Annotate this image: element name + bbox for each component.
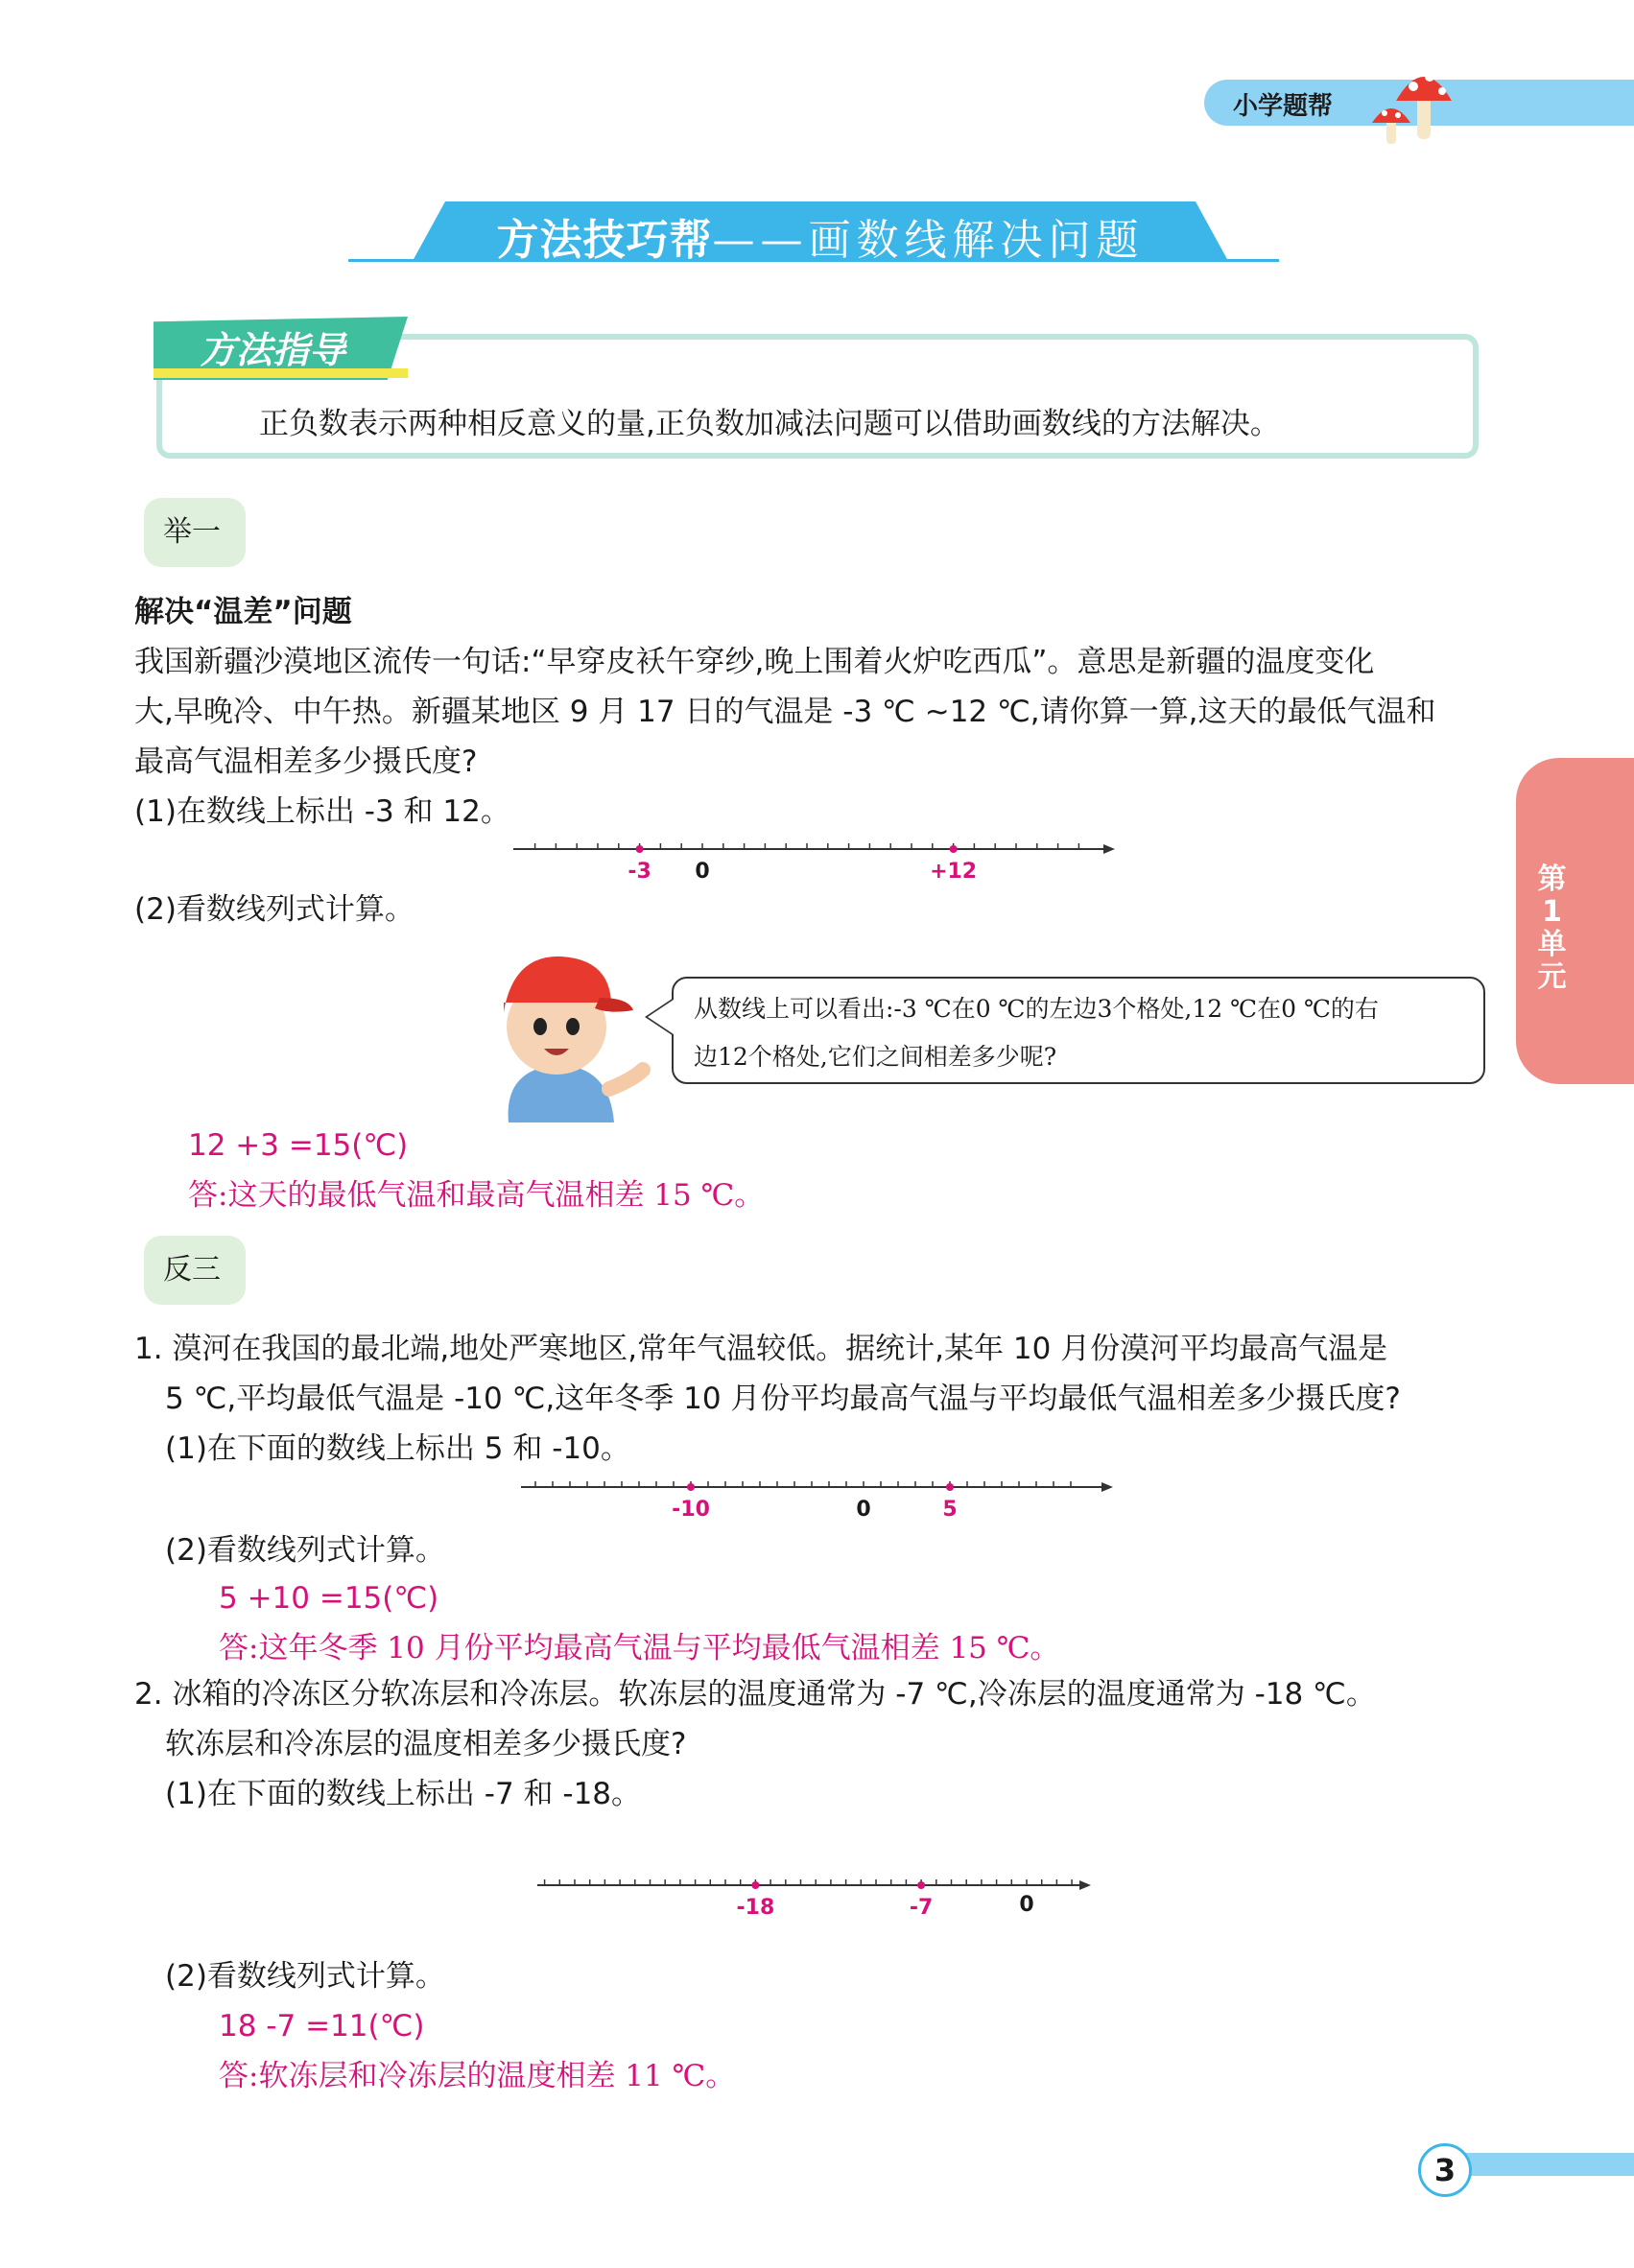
q1-line-1: 1. 漠河在我国的最北端,地处严寒地区,常年气温较低。据统计,某年 10 月份漠河平均最高气温是 bbox=[134, 1332, 1388, 1366]
mark-dot bbox=[950, 845, 958, 853]
unit-tab-char: 1 bbox=[1542, 895, 1562, 929]
unit-tab-char: 第 bbox=[1537, 862, 1567, 896]
brand-name: 小学题帮 bbox=[1233, 92, 1334, 121]
mark-label: -3 bbox=[628, 860, 651, 883]
bubble-line-1: 从数线上可以看出:-3 ℃在0 ℃的左边3个格处,12 ℃在0 ℃的右 bbox=[694, 995, 1379, 1023]
method-text: 正负数表示两种相反意义的量,正负数加减法问题可以借助画数线的方法解决。 bbox=[259, 407, 1280, 441]
mark-dot bbox=[636, 845, 644, 853]
zero-label: 0 bbox=[856, 1498, 871, 1521]
unit-tab-char: 元 bbox=[1537, 960, 1567, 994]
example-step-1: (1)在数线上标出 -3 和 12。 bbox=[134, 794, 510, 829]
q1-answer: 答:这年冬季 10 月份平均最高气温与平均最低气温相差 15 ℃。 bbox=[219, 1631, 1060, 1666]
page-number: 3 bbox=[1418, 2143, 1472, 2197]
q1-step-2: (2)看数线列式计算。 bbox=[165, 1533, 445, 1568]
example-pill: 举一 bbox=[144, 498, 246, 567]
mark-label: 5 bbox=[942, 1498, 958, 1521]
mark-dot bbox=[687, 1483, 695, 1491]
example-answer: 答:这天的最低气温和最高气温相差 15 ℃。 bbox=[188, 1178, 765, 1213]
title-main: 方法技巧帮 bbox=[496, 216, 713, 265]
page-title bbox=[413, 205, 1228, 267]
bubble-line-2: 边12个格处,它们之间相差多少呢? bbox=[694, 1043, 1057, 1071]
example-line-1: 我国新疆沙漠地区流传一句话:“早穿皮袄午穿纱,晚上围着火炉吃西瓜”。意思是新疆的温度变化 bbox=[134, 645, 1375, 679]
q1-step-1: (1)在下面的数线上标出 5 和 -10。 bbox=[165, 1431, 630, 1466]
q2-answer: 答:软冻层和冷冻层的温度相差 11 ℃。 bbox=[219, 2059, 736, 2093]
q1-calc: 5 +10 =15(℃) bbox=[219, 1581, 439, 1616]
method-tag-label: 方法指导 bbox=[200, 329, 346, 371]
zero-label: 0 bbox=[695, 860, 710, 883]
mushroom-icon bbox=[1358, 58, 1463, 149]
bubble-tail-inner bbox=[648, 1000, 674, 1034]
mark-dot bbox=[917, 1881, 925, 1889]
example-line-3: 最高气温相差多少摄氏度? bbox=[134, 744, 478, 779]
boy-illustration bbox=[465, 945, 657, 1122]
mark-label: -10 bbox=[672, 1498, 710, 1521]
practice-pill: 反三 bbox=[144, 1236, 246, 1305]
q2-calc: 18 -7 =11(℃) bbox=[219, 2009, 425, 2044]
page-bar bbox=[1444, 2153, 1634, 2176]
number-line-example bbox=[509, 835, 1123, 883]
zero-label: 0 bbox=[1019, 1893, 1034, 1917]
q2-step-2: (2)看数线列式计算。 bbox=[165, 1959, 445, 1994]
number-line-q1 bbox=[516, 1473, 1130, 1521]
mark-label: -18 bbox=[736, 1896, 775, 1919]
title-sub: ——画数线解决问题 bbox=[712, 216, 1145, 265]
q2-line-2: 软冻层和冷冻层的温度相差多少摄氏度? bbox=[165, 1727, 687, 1761]
mark-label: -7 bbox=[909, 1896, 934, 1919]
example-line-2: 大,早晚冷、中午热。新疆某地区 9 月 17 日的气温是 -3 ℃ ~12 ℃,请你算一算,这天的最低气温和 bbox=[134, 695, 1436, 729]
q1-line-2: 5 ℃,平均最低气温是 -10 ℃,这年冬季 10 月份平均最高气温与平均最低气温相差多少摄氏度? bbox=[165, 1382, 1401, 1416]
q2-line-1: 2. 冰箱的冷冻区分软冻层和冷冻层。软冻层的温度通常为 -7 ℃,冷冻层的温度通常为 -18 ℃。 bbox=[134, 1677, 1376, 1712]
unit-tab-char: 单 bbox=[1537, 928, 1567, 961]
number-line-q2 bbox=[533, 1871, 1108, 1919]
example-step-2: (2)看数线列式计算。 bbox=[134, 892, 414, 927]
mark-dot bbox=[946, 1483, 954, 1491]
mark-dot bbox=[751, 1881, 759, 1889]
example-heading: 解决“温差”问题 bbox=[134, 595, 352, 629]
example-calc: 12 +3 =15(℃) bbox=[188, 1128, 409, 1163]
mark-label: +12 bbox=[930, 860, 978, 883]
q2-step-1: (1)在下面的数线上标出 -7 和 -18。 bbox=[165, 1777, 642, 1811]
unit-tab-label bbox=[1530, 863, 1574, 994]
